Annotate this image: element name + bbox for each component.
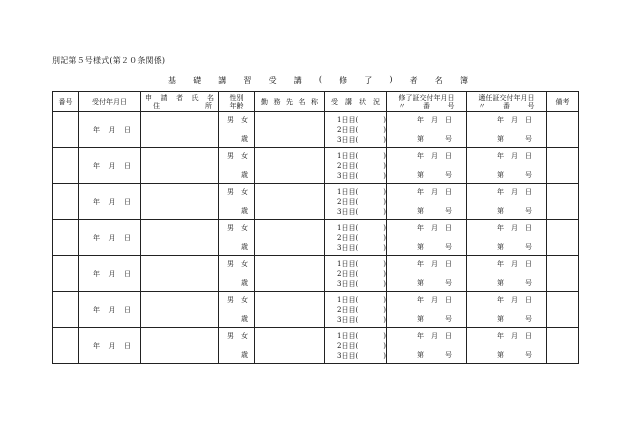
title-char: 礎 bbox=[193, 76, 202, 85]
number-cell[interactable] bbox=[53, 328, 79, 364]
table-row bbox=[53, 112, 579, 148]
table-row bbox=[53, 148, 579, 184]
table-row bbox=[53, 292, 579, 328]
table-row bbox=[53, 220, 579, 256]
applicant-cell[interactable] bbox=[141, 112, 219, 148]
table-row bbox=[53, 184, 579, 220]
applicant-cell[interactable] bbox=[141, 256, 219, 292]
reception-date-cell[interactable]: 年 月 日 bbox=[79, 256, 141, 292]
title-char: 講 bbox=[293, 76, 302, 85]
workplace-cell[interactable] bbox=[255, 292, 325, 328]
applicant-cell[interactable] bbox=[141, 220, 219, 256]
attendance-cell[interactable]: 1日目( ) 2日目( ) 3日目( ) bbox=[325, 220, 387, 256]
title-char: ) bbox=[389, 75, 393, 84]
gender-age-cell[interactable]: 男 女 歳 bbox=[219, 328, 255, 364]
title-char: ( bbox=[318, 75, 322, 84]
completion-cert-cell[interactable]: 年 月 日 第 号 bbox=[387, 256, 467, 292]
gender-age-cell[interactable]: 男 女 歳 bbox=[219, 256, 255, 292]
document-title bbox=[168, 75, 468, 86]
title-char: 名 bbox=[434, 76, 443, 85]
workplace-cell[interactable] bbox=[255, 184, 325, 220]
number-cell[interactable] bbox=[53, 148, 79, 184]
reception-date-cell[interactable]: 年 月 日 bbox=[79, 184, 141, 220]
workplace-cell[interactable] bbox=[255, 148, 325, 184]
attendance-cell[interactable]: 1日目( ) 2日目( ) 3日目( ) bbox=[325, 328, 387, 364]
attendance-cell[interactable]: 1日目( ) 2日目( ) 3日目( ) bbox=[325, 112, 387, 148]
reception-date-cell[interactable]: 年 月 日 bbox=[79, 148, 141, 184]
title-char: 修 bbox=[339, 76, 348, 85]
reception-date-cell[interactable]: 年 月 日 bbox=[79, 220, 141, 256]
title-char: 者 bbox=[409, 76, 418, 85]
appointment-cert-cell[interactable]: 年 月 日 第 号 bbox=[467, 292, 547, 328]
applicant-cell[interactable] bbox=[141, 184, 219, 220]
header-applicant: 申 請 者 氏 名 住 所 bbox=[141, 92, 219, 112]
table-row bbox=[53, 256, 579, 292]
header-completion-cert: 修了証交付年月日 〃 番 号 bbox=[387, 92, 467, 112]
title-char: 習 bbox=[243, 76, 252, 85]
workplace-cell[interactable] bbox=[255, 112, 325, 148]
workplace-cell[interactable] bbox=[255, 220, 325, 256]
appointment-cert-cell[interactable]: 年 月 日 第 号 bbox=[467, 148, 547, 184]
reception-date-cell[interactable]: 年 月 日 bbox=[79, 112, 141, 148]
title-char: 簿 bbox=[459, 76, 468, 85]
completion-cert-cell[interactable]: 年 月 日 第 号 bbox=[387, 220, 467, 256]
header-attendance: 受 講 状 況 bbox=[325, 92, 387, 112]
number-cell[interactable] bbox=[53, 292, 79, 328]
form-reference: 別記第５号様式(第２０条関係) bbox=[52, 56, 166, 65]
header-number: 番号 bbox=[53, 92, 79, 112]
register-table bbox=[52, 91, 579, 364]
completion-cert-cell[interactable]: 年 月 日 第 号 bbox=[387, 112, 467, 148]
completion-cert-cell[interactable]: 年 月 日 第 号 bbox=[387, 292, 467, 328]
applicant-cell[interactable] bbox=[141, 328, 219, 364]
gender-age-cell[interactable]: 男 女 歳 bbox=[219, 292, 255, 328]
reception-date-cell[interactable]: 年 月 日 bbox=[79, 328, 141, 364]
title-char: 基 bbox=[168, 76, 176, 85]
remarks-cell[interactable] bbox=[547, 148, 579, 184]
completion-cert-cell[interactable]: 年 月 日 第 号 bbox=[387, 328, 467, 364]
remarks-cell[interactable] bbox=[547, 292, 579, 328]
appointment-cert-cell[interactable]: 年 月 日 第 号 bbox=[467, 112, 547, 148]
reception-date-cell[interactable]: 年 月 日 bbox=[79, 292, 141, 328]
completion-cert-cell[interactable]: 年 月 日 第 号 bbox=[387, 184, 467, 220]
appointment-cert-cell[interactable]: 年 月 日 第 号 bbox=[467, 220, 547, 256]
header-gender-age: 性別 年齢 bbox=[219, 92, 255, 112]
remarks-cell[interactable] bbox=[547, 184, 579, 220]
gender-age-cell[interactable]: 男 女 歳 bbox=[219, 148, 255, 184]
number-cell[interactable] bbox=[53, 220, 79, 256]
applicant-cell[interactable] bbox=[141, 148, 219, 184]
header-reception-date: 受付年月日 bbox=[79, 92, 141, 112]
remarks-cell[interactable] bbox=[547, 328, 579, 364]
gender-age-cell[interactable]: 男 女 歳 bbox=[219, 220, 255, 256]
number-cell[interactable] bbox=[53, 112, 79, 148]
number-cell[interactable] bbox=[53, 256, 79, 292]
gender-age-cell[interactable]: 男 女 歳 bbox=[219, 112, 255, 148]
workplace-cell[interactable] bbox=[255, 328, 325, 364]
attendance-cell[interactable]: 1日目( ) 2日目( ) 3日目( ) bbox=[325, 292, 387, 328]
appointment-cert-cell[interactable]: 年 月 日 第 号 bbox=[467, 256, 547, 292]
remarks-cell[interactable] bbox=[547, 256, 579, 292]
appointment-cert-cell[interactable]: 年 月 日 第 号 bbox=[467, 328, 547, 364]
remarks-cell[interactable] bbox=[547, 220, 579, 256]
header-appointment-cert: 適任証交付年月日 〃 番 号 bbox=[467, 92, 547, 112]
title-char: 受 bbox=[268, 76, 277, 85]
header-workplace: 勤 務 先 名 称 bbox=[255, 92, 325, 112]
header-remarks: 備考 bbox=[547, 92, 579, 112]
attendance-cell[interactable]: 1日目( ) 2日目( ) 3日目( ) bbox=[325, 184, 387, 220]
attendance-cell[interactable]: 1日目( ) 2日目( ) 3日目( ) bbox=[325, 256, 387, 292]
appointment-cert-cell[interactable]: 年 月 日 第 号 bbox=[467, 184, 547, 220]
applicant-cell[interactable] bbox=[141, 292, 219, 328]
table-row bbox=[53, 328, 579, 364]
completion-cert-cell[interactable]: 年 月 日 第 号 bbox=[387, 148, 467, 184]
number-cell[interactable] bbox=[53, 184, 79, 220]
header-row bbox=[53, 92, 579, 112]
attendance-cell[interactable]: 1日目( ) 2日目( ) 3日目( ) bbox=[325, 148, 387, 184]
title-char: 了 bbox=[364, 76, 373, 85]
gender-age-cell[interactable]: 男 女 歳 bbox=[219, 184, 255, 220]
remarks-cell[interactable] bbox=[547, 112, 579, 148]
workplace-cell[interactable] bbox=[255, 256, 325, 292]
title-char: 講 bbox=[218, 76, 227, 85]
